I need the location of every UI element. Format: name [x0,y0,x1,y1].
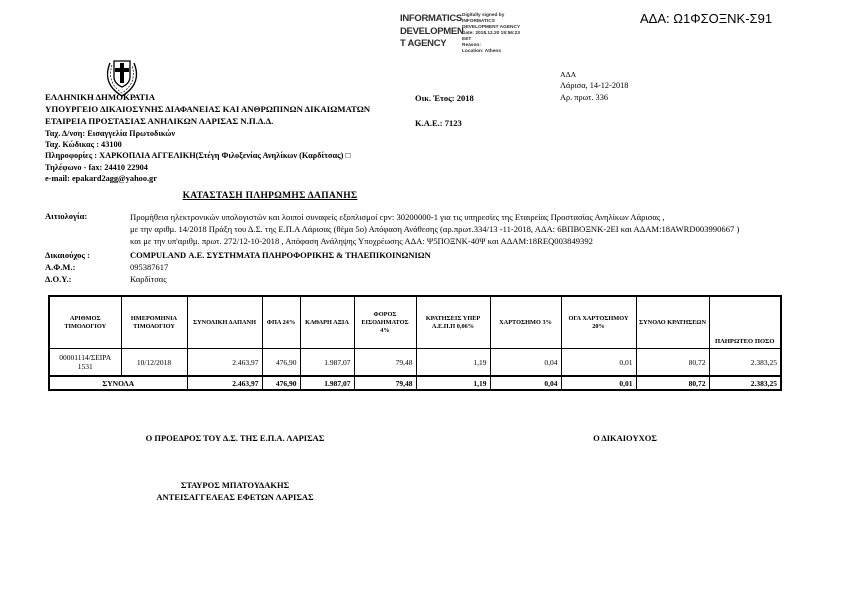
president-role: ΑΝΤΕΙΣΑΓΓΕΛΕΑΣ ΕΦΕΤΩΝ ΛΑΡΙΣΑΣ [156,492,314,502]
cell-total-withholdings: 80,72 [636,349,709,377]
header-income-tax: ΦΟΡΟΣ ΕΙΣΟΔΗΜΑΤΟΣ 4% [354,296,416,349]
header-total-withholdings: ΣΥΝΟΛΟ ΚΡΑΤΗΣΕΩΝ [636,296,709,349]
beneficiary-value: COMPULAND Α.Ε. ΣΥΣΤΗΜΑΤΑ ΠΛΗΡΟΦΟΡΙΚΗΣ & ΤΗΛΕΠΙΚΟΙΝΩΝΙΩΝ [130,250,431,260]
cell-vat: 476,90 [262,349,300,377]
cell-total-expense: 2.463,97 [187,349,262,377]
place-date: Λάρισα, 14-12-2018 [560,81,629,90]
protocol-number: Αρ. πρωτ. 336 [560,93,608,102]
letterhead-line: e-mail: epakard2agg@yahoo.gr [45,174,157,184]
cell-oga-stamp: 0,01 [561,349,636,377]
header-aepp-withholding: ΚΡΑΤΗΣΕΙΣ ΥΠΕΡ Α.Ε.Π.Π 0,06% [416,296,490,349]
letterhead-line: ΕΛΛΗΝΙΚΗ ΔΗΜΟΚΡΑΤΙΑ [45,92,156,102]
payment-table [48,295,782,391]
cell-aepp-withholding: 1,19 [416,349,490,377]
signature-detail-line: Reason: [462,43,481,48]
header-invoice-number: ΑΡΙΘΜΟΣ ΤΙΜΟΛΟΓΙΟΥ [49,296,121,349]
stamp-agency-line: DEVELOPMEN [400,25,464,37]
letterhead-line: ΕΤΑΙΡΕΙΑ ΠΡΟΣΤΑΣΙΑΣ ΑΝΗΛΙΚΩΝ ΛΑΡΙΣΑΣ Ν.Π.Δ.Δ. [45,116,274,127]
letterhead [45,91,405,185]
letterhead-line: ΥΠΟΥΡΓΕΙΟ ΔΙΚΑΙΟΣΥΝΗΣ ΔΙΑΦΑΝΕΙΑΣ ΚΑΙ ΑΝΘΡΩΠΙΝΩΝ ΔΙΚΑΙΩΜΑΤΩΝ [45,104,371,115]
invoice-row [49,349,781,377]
total-withholdings-sum: 80,72 [636,376,709,390]
document-title: ΚΑΤΑΣΤΑΣΗ ΠΛΗΡΩΜΗΣ ΔΑΠΑΝΗΣ [182,191,358,201]
beneficiary-signature-title: Ο ΔΙΚΑΙΟΥΧΟΣ [593,433,657,443]
signature-detail-line: Date: 2018.12.20 15:56:23 [462,31,520,36]
header-payable-amount: ΠΛΗΡΩΤΕΟ ΠΟΣΟ [709,296,781,349]
cell-stamp-duty: 0,04 [490,349,561,377]
signature-detail-line: EET [462,37,472,42]
afm-value: 095387617 [130,262,169,272]
header-vat: ΦΠΑ 24% [262,296,300,349]
ada-code: ΑΔΑ: Ω1ΦΣΟΞΝΚ-Σ91 [640,11,773,26]
signature-detail-line: INFORMATICS [462,19,495,24]
aitiologia-text [130,211,830,247]
doy-label: Δ.Ο.Υ.: [45,274,72,284]
kae-code: Κ.Α.Ε.: 7123 [415,118,462,128]
cell-invoice-date: 10/12/2018 [121,349,187,377]
total-payable-sum: 2.383,25 [709,376,781,390]
signature-detail-line: Location: Athens [462,49,501,54]
table-header-row [49,296,781,349]
totals-label: ΣΥΝΟΛΑ [49,376,187,390]
totals-row [49,376,781,390]
cell-net-value: 1.987,07 [300,349,354,377]
doy-value: Καρδίτσας [130,274,167,284]
fiscal-year: Οικ. Έτος: 2018 [415,93,474,103]
total-income-tax-sum: 79,48 [354,376,416,390]
president-name: ΣΤΑΥΡΟΣ ΜΠΑΤΟΥΔΑΚΗΣ [180,480,290,490]
aitiologia-line: Προμήθεια ηλεκτρονικών υπολογιστών και λοιποί συναφείς εξοπλισμοί cpv: 30200000-1 για τις υπηρεσίες της Εταιρείας Προστασίας Ανηλίκων Λάρισας , [130,212,665,222]
beneficiary-label: Δικαιούχος : [45,250,90,260]
informatics-agency-stamp [400,13,464,51]
cell-income-tax: 79,48 [354,349,416,377]
aitiologia-line: με την αριθμ. 14/2018 Πράξη του Δ.Σ. της Ε.Π.Α Λάρισας (θέμα 5ο) Απόφαση Ανάθεσης (αρ.πρωτ.334/13 -11-2018, ΑΔΑ: 6ΒΠΒΟΞΝΚ-2ΕΙ και ΑΔΑΜ:18AWRD003990667 ) [130,224,740,234]
payment-table-wrapper [48,295,782,391]
total-expense-sum: 2.463,97 [187,376,262,390]
letterhead-line: Ταχ. Κώδικας : 43100 [45,140,122,150]
cell-invoice-number: 00001114/ΣΕΙΡΑ 1531 [49,349,121,377]
header-total-expense: ΣΥΝΟΛΙΚΗ ΔΑΠΑΝΗ [187,296,262,349]
total-aepp-sum: 1,19 [416,376,490,390]
digital-signature-details [462,13,520,55]
signature-detail-line: DEVELOPMENT AGENCY [462,25,521,30]
header-invoice-date: ΗΜΕΡΟΜΗΝΙΑ ΤΙΜΟΛΟΓΙΟΥ [121,296,187,349]
total-net-sum: 1.987,07 [300,376,354,390]
total-vat-sum: 476,90 [262,376,300,390]
cell-payable-amount: 2.383,25 [709,349,781,377]
letterhead-line: Τηλέφωνο - fax: 24410 22904 [45,162,148,172]
aitiologia-label: Αιτιολογία: [45,211,88,221]
stamp-agency-line: INFORMATICS [400,13,462,24]
letterhead-line: Ταχ. Δ/νση: Εισαγγελία Πρωτοδικών [45,128,176,138]
ada-label: ΑΔΑ [560,70,577,79]
stamp-agency-line: T AGENCY [400,38,447,49]
aitiologia-line: και με την υπ'αριθμ. πρωτ. 272/12-10-2018 , Απόφαση Ανάληψης Υποχρέωσης ΑΔΑ: Ψ5ΠΟΞΝΚ-40Ψ και ΑΔΑΜ:18REQ003849392 [130,236,593,246]
president-title: Ο ΠΡΟΕΔΡΟΣ ΤΟΥ Δ.Σ. ΤΗΣ Ε.Π.Α. ΛΑΡΙΣΑΣ [145,433,325,443]
header-stamp-duty: ΧΑΡΤΟΣΗΜΟ 3% [490,296,561,349]
letterhead-line: Πληροφορίες : ΧΑΡΚΟΠΛΙΑ ΑΓΓΕΛΙΚΗ(Στέγη Φιλοξενίας Ανηλίκων (Καρδίτσας) □ [45,151,351,161]
total-stamp-duty-sum: 0,04 [490,376,561,390]
total-oga-sum: 0,01 [561,376,636,390]
signature-detail-line: Digitally signed by [462,13,505,18]
header-oga-stamp: ΟΓΑ ΧΑΡΤΟΣΗΜΟΥ 20% [561,296,636,349]
header-net-value: ΚΑΘΑΡΗ ΑΞΙΑ [300,296,354,349]
afm-label: Α.Φ.Μ.: [45,262,76,272]
